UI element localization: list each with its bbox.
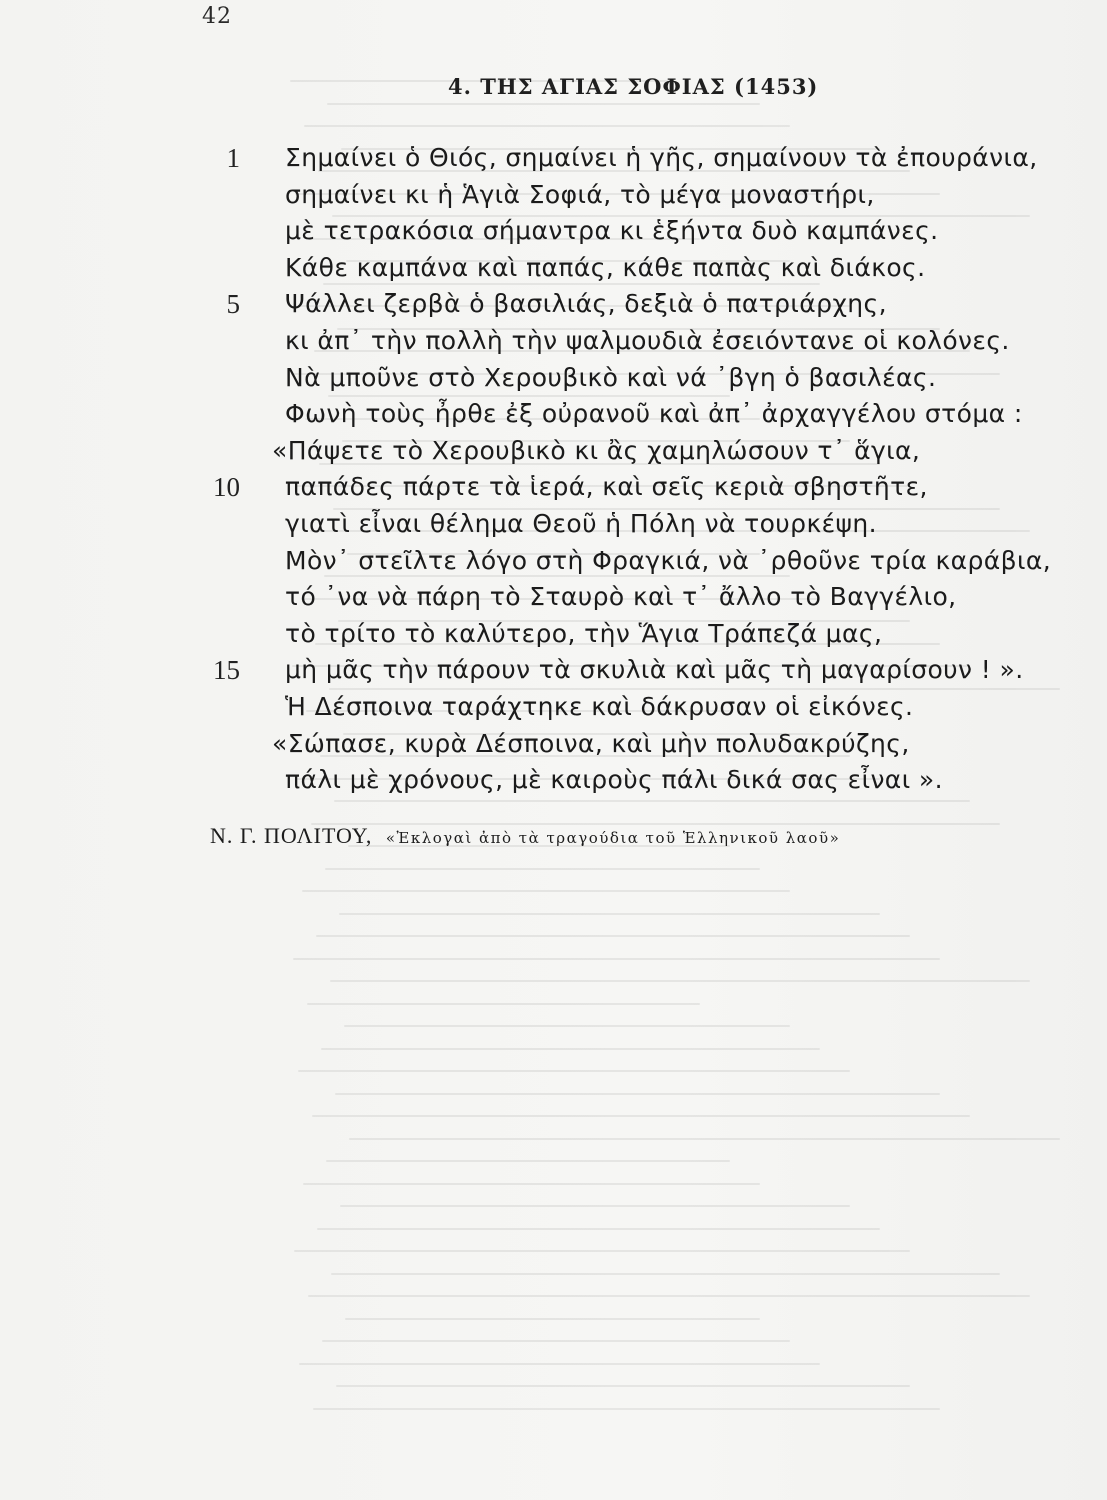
line-number: 1	[226, 143, 240, 173]
show-through-line	[312, 1115, 970, 1117]
show-through-line	[327, 103, 760, 105]
poem-line	[0, 765, 1107, 813]
line-number: 5	[226, 289, 240, 319]
page-number: 42	[202, 4, 232, 29]
line-text: γιατὶ εἶναι θέλημα Θεοῦ ἡ Πόλη νὰ τουρκέψη.	[285, 509, 877, 538]
show-through-line	[339, 913, 880, 915]
line-number: 15	[213, 655, 240, 685]
line-text: μὴ μᾶς τὴν πάρουν τὰ σκυλιὰ καὶ μᾶς τὴ μαγαρίσουν ! ».	[285, 655, 1024, 684]
show-through-line	[349, 1138, 1060, 1140]
show-through-line	[336, 1385, 910, 1387]
show-through-line	[298, 1070, 850, 1072]
show-through-line	[344, 1025, 790, 1027]
attribution	[210, 823, 840, 849]
show-through-line	[331, 1273, 1000, 1275]
show-through-line	[325, 868, 760, 870]
line-text: παπάδες πάρτε τὰ ἱερά, καὶ σεῖς κεριὰ σβηστῆτε,	[285, 472, 928, 501]
show-through-line	[307, 1003, 700, 1005]
line-number: 10	[213, 472, 240, 502]
line-text: Φωνὴ τοὺς ἦρθε ἐξ οὐρανοῦ καὶ ἀπ᾽ ἀρχαγγέλου στόμα :	[285, 399, 1023, 428]
attribution-source: «Ἐκλογαὶ ἀπὸ τὰ τραγούδια τοῦ Ἑλληνικοῦ λαοῦ»	[385, 829, 841, 847]
line-text: τό ᾽να νὰ πάρη τὸ Σταυρὸ καὶ τ᾽ ἄλλο τὸ Βαγγέλιο,	[285, 582, 957, 611]
line-text: τὸ τρίτο τὸ καλύτερο, τὴν Ἅγια Τράπεζά μας,	[285, 619, 883, 648]
line-text: Νὰ μποῦνε στὸ Χερουβικὸ καὶ νά ᾽βγη ὁ βασιλέας.	[285, 363, 937, 392]
line-text: σημαίνει κι ἡ Ἁγιὰ Σοφιά, τὸ μέγα μοναστήρι,	[285, 180, 875, 209]
line-text: πάλι μὲ χρόνους, μὲ καιροὺς πάλι δικά σας εἶναι ».	[285, 765, 943, 794]
poem-title: 4. ΤΗΣ ΑΓΙΑΣ ΣΟΦΙΑΣ (1453)	[448, 74, 819, 99]
show-through-line	[302, 890, 790, 892]
show-through-line	[326, 1160, 730, 1162]
show-through-line	[316, 935, 910, 937]
show-through-line	[335, 1093, 940, 1095]
show-through-line	[293, 958, 940, 960]
line-text: Κάθε καμπάνα καὶ παπάς, κάθε παπὰς καὶ διάκος.	[285, 253, 926, 282]
line-text: Μὸν᾽ στεῖλτε λόγο στὴ Φραγκιά, νὰ ᾽ρθοῦνε τρία καράβια,	[285, 546, 1052, 575]
show-through-line	[299, 1363, 820, 1365]
show-through-line	[304, 125, 790, 127]
show-through-line	[345, 1318, 760, 1320]
show-through-line	[340, 1205, 850, 1207]
show-through-line	[294, 1250, 910, 1252]
show-through-line	[303, 1183, 760, 1185]
line-text: Ψάλλει ζερβὰ ὁ βασιλιάς, δεξιὰ ὁ πατριάρχης,	[285, 289, 887, 318]
line-text: μὲ τετρακόσια σήμαντρα κι ἑξήντα δυὸ καμπάνες.	[285, 216, 939, 245]
attribution-author: Ν. Γ. ΠΟΛΙΤΟΥ,	[210, 823, 373, 848]
show-through-line	[308, 1295, 1030, 1297]
line-text: κι ἀπ᾽ τὴν πολλὴ τὴν ψαλμουδιὰ ἐσειόντανε οἱ κολόνες.	[285, 326, 1010, 355]
line-text: «Σώπασε, κυρὰ Δέσποινα, καὶ μὴν πολυδακρύζης,	[272, 729, 910, 758]
show-through-line	[322, 1340, 790, 1342]
line-text: Ἡ Δέσποινα ταράχτηκε καὶ δάκρυσαν οἱ εἰκόνες.	[285, 692, 914, 721]
show-through-line	[330, 980, 1030, 982]
show-through-line	[321, 1048, 820, 1050]
line-text: Σημαίνει ὁ Θιός, σημαίνει ἡ γῆς, σημαίνουν τὰ ἐπουράνια,	[285, 143, 1038, 172]
show-through-line	[313, 1408, 940, 1410]
show-through-line	[317, 1228, 880, 1230]
line-text: «Πάψετε τὸ Χερουβικὸ κι ἂς χαμηλώσουν τ᾽ ἅγια,	[272, 436, 921, 465]
